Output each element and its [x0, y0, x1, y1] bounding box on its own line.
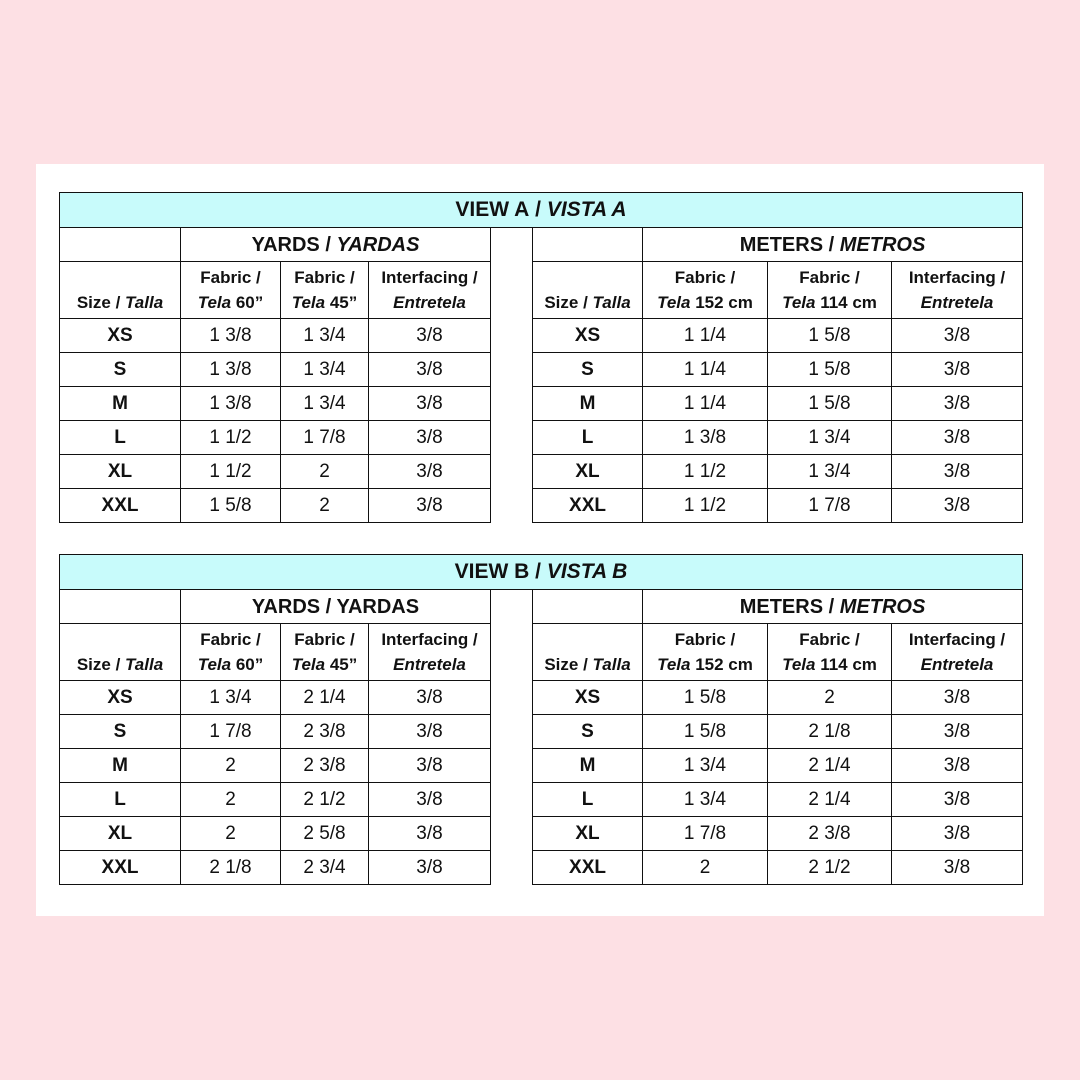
cell-text: Talla	[592, 293, 631, 312]
cell-text: /	[535, 198, 541, 221]
view-a-banner	[59, 192, 1023, 228]
fabric-45-column-header	[281, 624, 369, 681]
table-row	[60, 749, 491, 783]
table-cell: 1 3/4	[768, 421, 892, 455]
cell-text	[768, 652, 891, 677]
table-cell: XXL	[533, 489, 643, 523]
cell-text: Entretela	[920, 293, 994, 312]
table-cell: 2 1/2	[281, 783, 369, 817]
table-cell: XL	[533, 817, 643, 851]
interfacing-column-header	[892, 262, 1023, 319]
table-cell: 2	[281, 455, 369, 489]
view-b-title-es: VISTA B	[546, 560, 628, 583]
cell-text: Interfacing /	[908, 268, 1006, 287]
table-cell: XL	[60, 455, 181, 489]
table-row	[533, 421, 1023, 455]
yards-unit-header	[181, 590, 491, 624]
cell-text: /	[828, 233, 835, 256]
table-cell: 3/8	[892, 455, 1023, 489]
table-cell: 1 5/8	[768, 353, 892, 387]
size-column-header	[533, 262, 643, 319]
fabric-60-column-header	[181, 262, 281, 319]
fabric-60-column-header	[181, 624, 281, 681]
table-cell: M	[60, 749, 181, 783]
cell-text: Size /	[544, 655, 588, 674]
table-cell: 1 3/8	[181, 353, 281, 387]
table-cell: 1 3/4	[181, 681, 281, 715]
table-cell: XS	[60, 319, 181, 353]
cell-text: Interfacing /	[381, 268, 478, 287]
table-cell: 3/8	[892, 353, 1023, 387]
cell-text: 45”	[329, 655, 358, 674]
cell-text	[181, 290, 280, 315]
table-cell: 2 3/4	[281, 851, 369, 885]
table-row	[533, 387, 1023, 421]
cell-text: Talla	[592, 655, 631, 674]
table-row	[60, 353, 491, 387]
cell-text: Talla	[125, 655, 164, 674]
cell-text: /	[325, 595, 332, 618]
table-cell: 3/8	[892, 681, 1023, 715]
empty-cell	[60, 590, 181, 624]
cell-text: Tela	[657, 655, 691, 674]
cell-text: Tela	[197, 293, 232, 312]
fabric-152-column-header	[643, 624, 768, 681]
table-row	[60, 817, 491, 851]
table-cell: 3/8	[369, 319, 491, 353]
table-cell: 2	[643, 851, 768, 885]
table-row	[60, 319, 491, 353]
cell-text: 114 cm	[820, 655, 877, 674]
cell-text: YARDS	[251, 595, 321, 618]
cell-text: /	[325, 233, 331, 256]
table-cell: 1 7/8	[281, 421, 369, 455]
table-cell: 1 5/8	[643, 715, 768, 749]
yards-unit-header	[181, 228, 491, 262]
cell-text: Tela	[657, 293, 691, 312]
cell-text: Tela	[782, 293, 816, 312]
table-cell: 1 1/2	[181, 455, 281, 489]
table-cell: 1 7/8	[643, 817, 768, 851]
table-cell: 1 5/8	[768, 319, 892, 353]
table-cell: 1 3/8	[181, 387, 281, 421]
table-cell: 3/8	[892, 319, 1023, 353]
table-cell: 3/8	[369, 421, 491, 455]
table-cell: 2 3/8	[768, 817, 892, 851]
interfacing-column-header	[369, 262, 491, 319]
table-cell: 3/8	[369, 851, 491, 885]
table-row	[533, 489, 1023, 523]
table-cell: 2 3/8	[281, 749, 369, 783]
table-cell: 3/8	[369, 749, 491, 783]
table-cell: L	[60, 421, 181, 455]
table-cell: 2	[768, 681, 892, 715]
table-cell: 2 3/8	[281, 715, 369, 749]
cell-text: 114 cm	[820, 293, 877, 312]
cell-text: METROS	[839, 595, 926, 618]
cell-text: /	[828, 595, 835, 618]
table-row	[533, 783, 1023, 817]
table-row	[533, 319, 1023, 353]
size-column-header	[60, 624, 181, 681]
table-cell: 1 1/2	[181, 421, 281, 455]
table-cell: 1 7/8	[768, 489, 892, 523]
view-b-title: VIEW B	[454, 560, 530, 583]
empty-cell	[533, 590, 643, 624]
table-cell: 2	[181, 817, 281, 851]
table-cell: 1 3/4	[281, 353, 369, 387]
fabric-114-column-header	[768, 262, 892, 319]
table-cell: XL	[533, 455, 643, 489]
table-row	[60, 421, 491, 455]
table-cell: 2	[181, 783, 281, 817]
cell-text: Fabric /	[200, 268, 261, 287]
cell-text: Tela	[291, 655, 326, 674]
interfacing-column-header	[892, 624, 1023, 681]
table-cell: 1 3/4	[281, 319, 369, 353]
table-cell: 1 3/4	[643, 783, 768, 817]
table-row	[533, 851, 1023, 885]
table-cell: M	[533, 387, 643, 421]
cell-text: METERS	[739, 233, 824, 256]
table-cell: 1 3/4	[281, 387, 369, 421]
cell-text: Fabric /	[674, 630, 736, 649]
table-cell: 1 3/4	[768, 455, 892, 489]
fabric-152-column-header	[643, 262, 768, 319]
cell-text: Tela	[291, 293, 326, 312]
table-row	[60, 715, 491, 749]
table-row	[533, 749, 1023, 783]
fabric-45-column-header	[281, 262, 369, 319]
size-column-header	[533, 624, 643, 681]
view-a-title-es: VISTA A	[546, 198, 627, 221]
table-cell: 3/8	[369, 353, 491, 387]
view-a-yards-table	[59, 227, 491, 523]
view-b-banner	[59, 554, 1023, 590]
table-cell: 3/8	[369, 715, 491, 749]
table-cell: 1 5/8	[643, 681, 768, 715]
table-cell: 3/8	[369, 817, 491, 851]
cell-text	[643, 652, 767, 677]
table-cell: XXL	[60, 851, 181, 885]
table-cell: L	[533, 783, 643, 817]
table-row	[533, 353, 1023, 387]
table-cell: 3/8	[369, 455, 491, 489]
cell-text: Fabric /	[200, 630, 261, 649]
view-b-meters-table	[532, 589, 1023, 885]
cell-text: 60”	[235, 655, 264, 674]
cell-text: Size /	[544, 293, 588, 312]
view-a-title: VIEW A	[455, 198, 530, 221]
cell-text: Fabric /	[799, 630, 860, 649]
table-cell: 3/8	[892, 817, 1023, 851]
cell-text: Fabric /	[674, 268, 736, 287]
cell-text: YARDS	[251, 233, 320, 256]
cell-text: Entretela	[920, 655, 994, 674]
cell-text	[768, 290, 891, 315]
cell-text: Fabric /	[294, 630, 355, 649]
table-cell: S	[533, 353, 643, 387]
table-cell: 1 3/8	[643, 421, 768, 455]
table-cell: 3/8	[892, 715, 1023, 749]
fabric-114-column-header	[768, 624, 892, 681]
cell-text: 45”	[329, 293, 358, 312]
table-cell: 3/8	[892, 851, 1023, 885]
table-cell: 3/8	[892, 489, 1023, 523]
size-column-header	[60, 262, 181, 319]
view-b-yards-table	[59, 589, 491, 885]
table-cell: 3/8	[369, 387, 491, 421]
empty-cell	[533, 228, 643, 262]
table-row	[533, 455, 1023, 489]
interfacing-column-header	[369, 624, 491, 681]
cell-text: Interfacing /	[908, 630, 1006, 649]
table-row	[533, 715, 1023, 749]
table-row	[60, 783, 491, 817]
table-cell: 2 5/8	[281, 817, 369, 851]
table-cell: 3/8	[892, 387, 1023, 421]
empty-cell	[60, 228, 181, 262]
table-cell: XXL	[533, 851, 643, 885]
table-cell: M	[533, 749, 643, 783]
table-cell: 1 5/8	[181, 489, 281, 523]
table-cell: 3/8	[892, 783, 1023, 817]
table-cell: M	[60, 387, 181, 421]
table-cell: 1 1/4	[643, 387, 768, 421]
cell-text: Talla	[125, 293, 164, 312]
table-cell: XL	[60, 817, 181, 851]
table-cell: 3/8	[892, 421, 1023, 455]
cell-text: 152 cm	[695, 293, 753, 312]
table-cell: 3/8	[369, 681, 491, 715]
view-a-meters-table	[532, 227, 1023, 523]
cell-text: Fabric /	[294, 268, 355, 287]
table-cell: 2 1/8	[181, 851, 281, 885]
cell-text: Size /	[76, 655, 121, 674]
meters-unit-header	[643, 590, 1023, 624]
cell-text	[181, 652, 280, 677]
table-cell: XS	[533, 319, 643, 353]
table-cell: 2 1/8	[768, 715, 892, 749]
table-cell: L	[60, 783, 181, 817]
table-row	[60, 455, 491, 489]
cell-text: Size /	[76, 293, 121, 312]
cell-text	[281, 290, 368, 315]
table-row	[60, 387, 491, 421]
table-cell: XS	[60, 681, 181, 715]
table-cell: 2	[281, 489, 369, 523]
table-cell: 2 1/4	[768, 783, 892, 817]
cell-text: /	[535, 560, 541, 583]
table-cell: 2	[181, 749, 281, 783]
table-cell: 2 1/4	[768, 749, 892, 783]
table-cell: 1 5/8	[768, 387, 892, 421]
table-row	[60, 851, 491, 885]
cell-text: Fabric /	[799, 268, 860, 287]
table-cell: S	[533, 715, 643, 749]
cell-text: Interfacing /	[381, 630, 478, 649]
table-cell: XXL	[60, 489, 181, 523]
table-row	[60, 681, 491, 715]
table-cell: XS	[533, 681, 643, 715]
table-cell: S	[60, 353, 181, 387]
table-cell: 1 1/4	[643, 319, 768, 353]
cell-text: METROS	[839, 233, 926, 256]
table-cell: 1 1/4	[643, 353, 768, 387]
table-cell: 1 1/2	[643, 455, 768, 489]
cell-text	[643, 290, 767, 315]
cell-text: Tela	[197, 655, 232, 674]
cell-text: METERS	[739, 595, 824, 618]
cell-text: Tela	[782, 655, 816, 674]
table-cell: L	[533, 421, 643, 455]
table-cell: 2 1/4	[281, 681, 369, 715]
table-cell: 1 1/2	[643, 489, 768, 523]
meters-unit-header	[643, 228, 1023, 262]
cell-text: 60”	[235, 293, 264, 312]
table-cell: 1 7/8	[181, 715, 281, 749]
table-cell: 1 3/4	[643, 749, 768, 783]
table-cell: 2 1/2	[768, 851, 892, 885]
cell-text: YARDAS	[336, 595, 420, 618]
table-cell: 3/8	[892, 749, 1023, 783]
cell-text: 152 cm	[695, 655, 753, 674]
table-cell: 1 3/8	[181, 319, 281, 353]
table-row	[533, 817, 1023, 851]
cell-text: YARDAS	[336, 233, 420, 256]
table-row	[533, 681, 1023, 715]
cell-text: Entretela	[393, 293, 466, 312]
table-cell: 3/8	[369, 489, 491, 523]
table-cell: S	[60, 715, 181, 749]
table-row	[60, 489, 491, 523]
table-cell: 3/8	[369, 783, 491, 817]
yardage-chart-card	[36, 164, 1044, 916]
cell-text: Entretela	[393, 655, 466, 674]
cell-text	[281, 652, 368, 677]
